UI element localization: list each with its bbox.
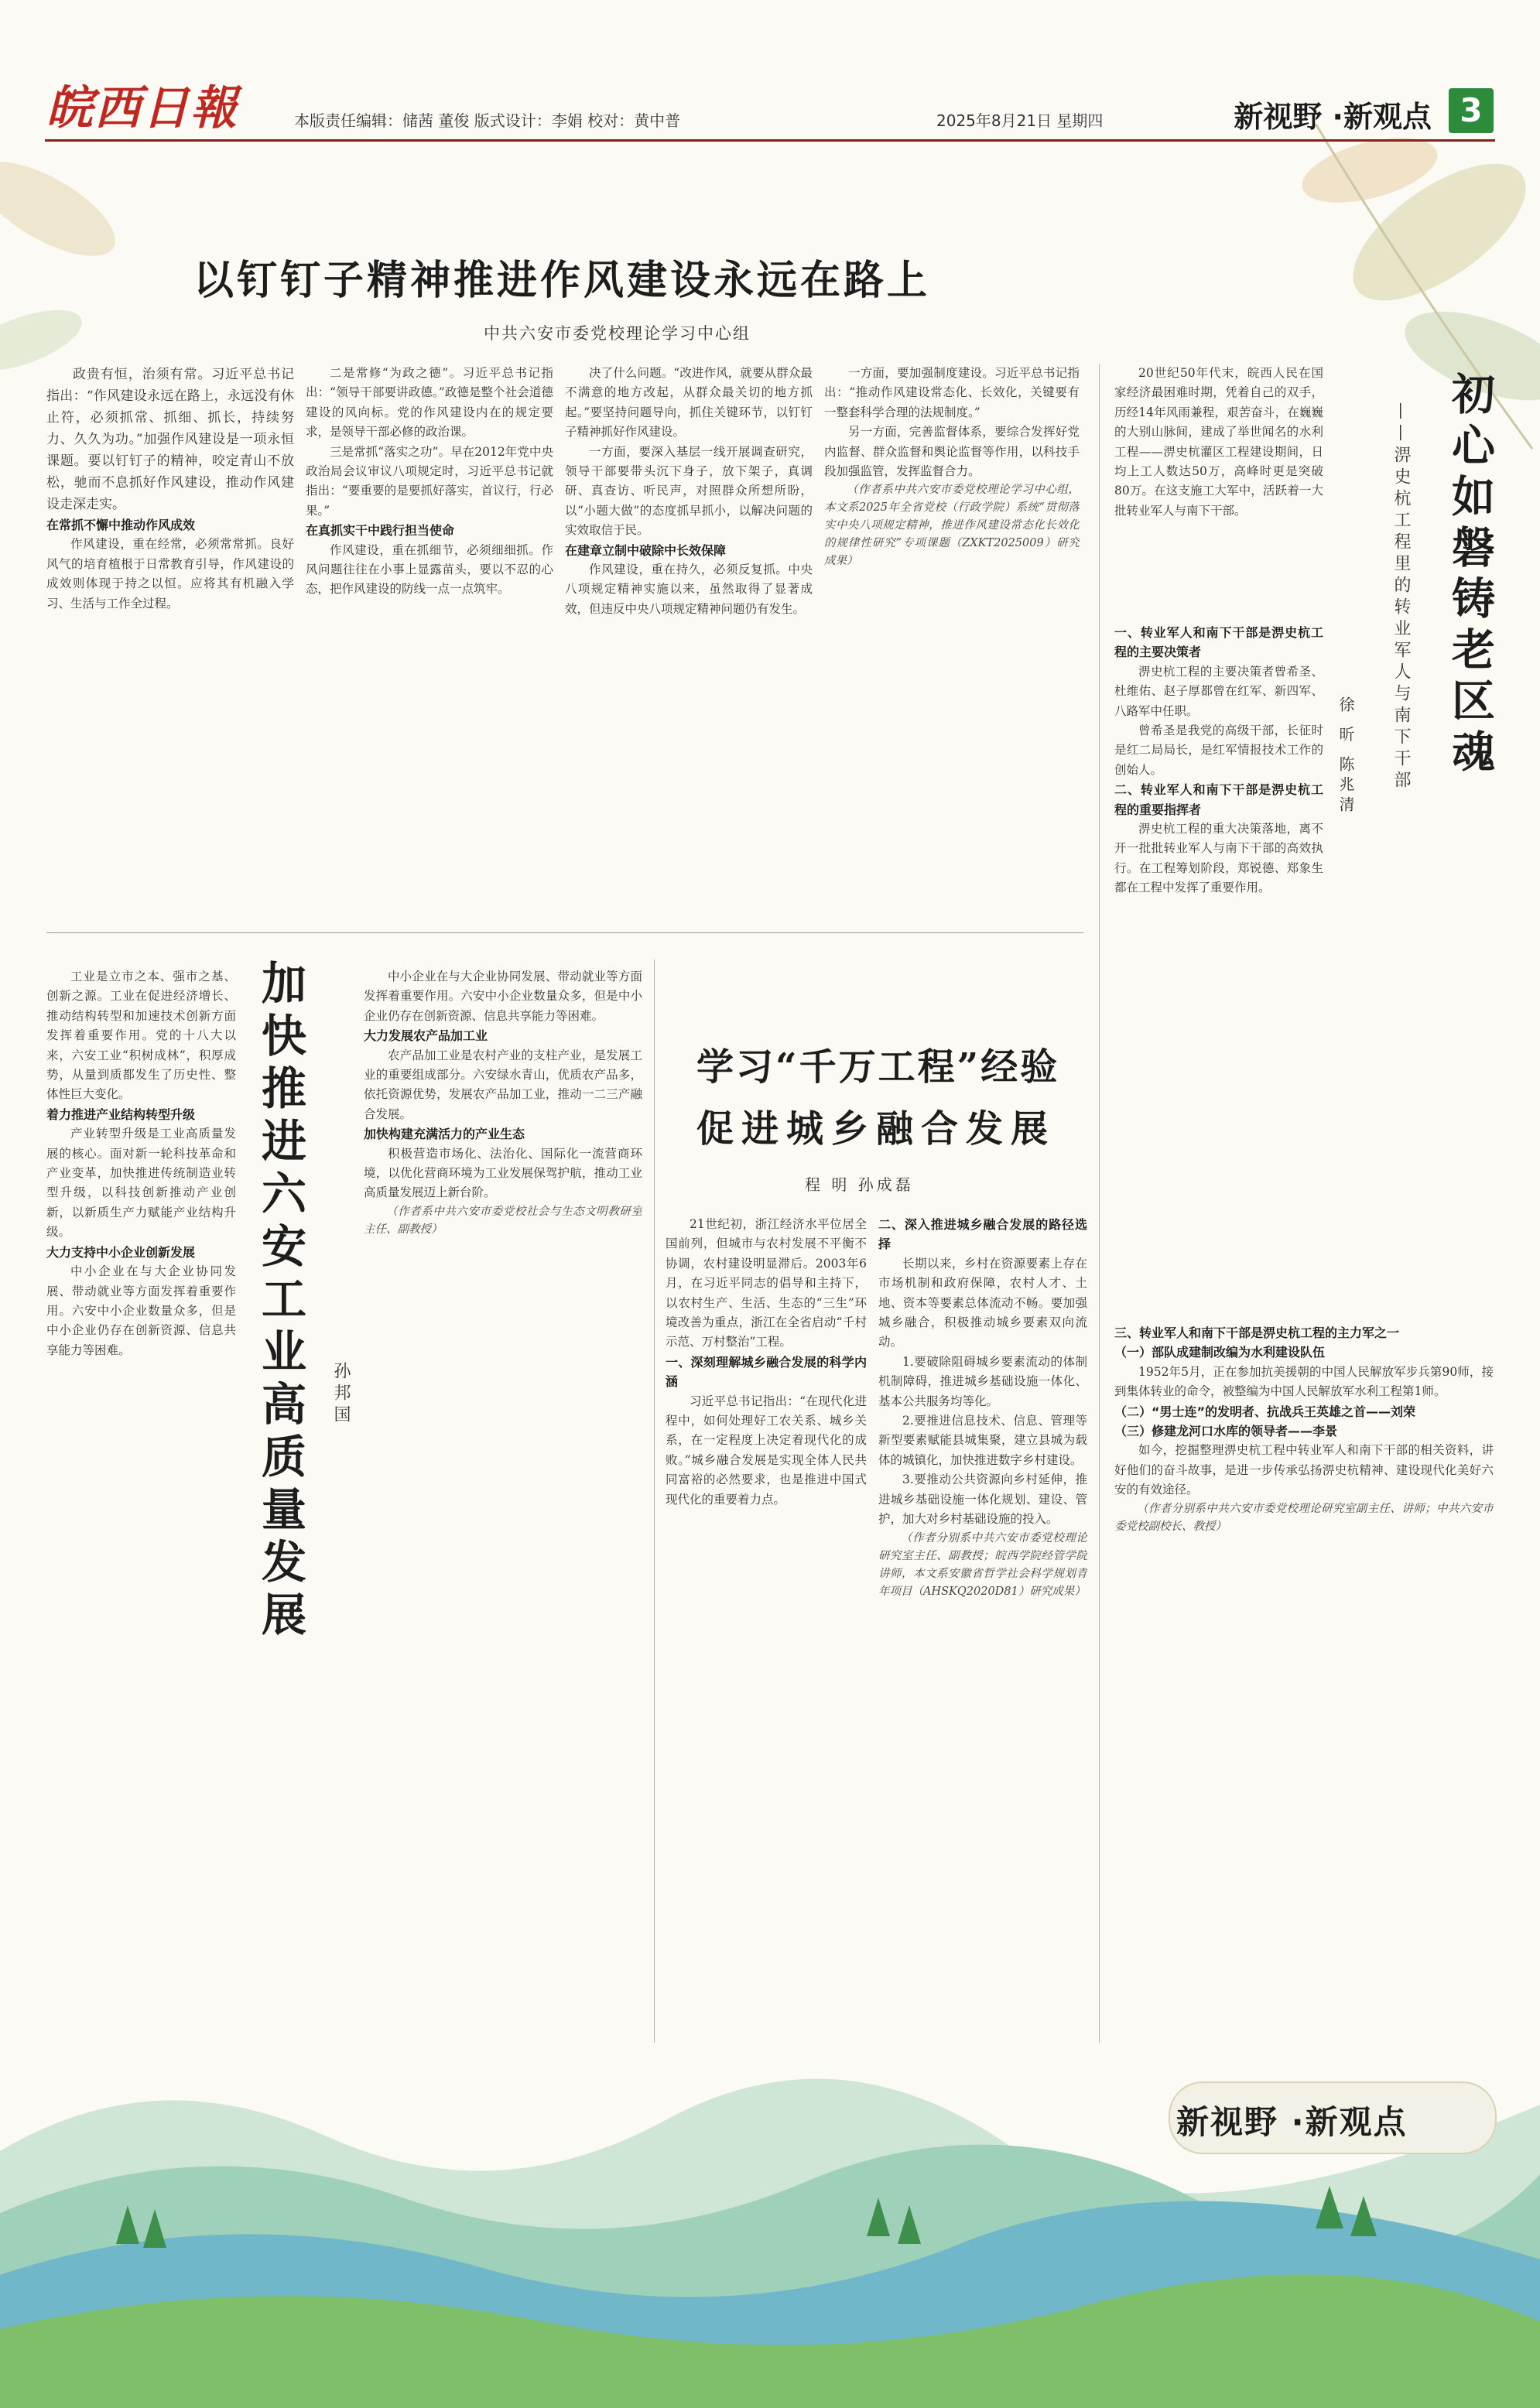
article4-col2 bbox=[1114, 1323, 1494, 2051]
article4-subhead: （二）“男士连”的发明者、抗战兵王英雄之首——刘荣 bbox=[1114, 1404, 1416, 1419]
article3-col2 bbox=[878, 1215, 1087, 2035]
article3-subhead: 一、深刻理解城乡融合发展的科学内涵 bbox=[666, 1354, 867, 1390]
article4-subhead: 三、转业军人和南下干部是淠史杭工程的主力军之一 bbox=[1114, 1325, 1400, 1340]
article2-paragraph: 产业转型升级是工业高质量发展的核心。面对新一轮科技革命和产业变革，加快推进传统制造业转型升级，以科技创新推动产业创新，以新质生产力赋能产业结构升级。 bbox=[46, 1127, 236, 1240]
article1-lead: 政贵有恒，治须有常。习近平总书记指出：“作风建设永远在路上，永远没有休止符，必须抓常、抓细、抓长，持续努力、久久为功。”加强作风建设是一项永恒课题。要以钉钉子的精神，咬定青山不放松，驰而不息抓好作风建设，推动作风建设走深走实。 bbox=[46, 367, 294, 512]
article4-paragraph: 如今，挖掘整理淠史杭工程中转业军人和南下干部的相关资料，讲好他们的奋斗故事，是进一步传承弘扬淠史杭精神、建设现代化美好六安的有效途径。 bbox=[1114, 1443, 1494, 1497]
article3-col1 bbox=[666, 1215, 867, 2035]
mountain-illustration bbox=[0, 2012, 1540, 2408]
article3-subhead: 二、深入推进城乡融合发展的路径选择 bbox=[878, 1217, 1087, 1252]
article4-subtitle: ——淠史杭工程里的转业军人与南下干部 bbox=[1391, 402, 1411, 792]
article1-paragraph: 作风建设，重在经常，必须常常抓。良好风气的培育植根于日常教育引导，作风建设的成效则体现于持之以恒。应将其有机融入学习、生活与工作全过程。 bbox=[46, 537, 294, 611]
article4-paragraph: 曾希圣是我党的高级干部，长征时是红二局局长，是红军情报技术工作的创始人。 bbox=[1114, 723, 1323, 777]
article4-author-note: （作者分别系中共六安市委党校理论研究室副主任、讲师；中共六安市委党校副校长、教授） bbox=[1114, 1502, 1494, 1533]
article2-subhead: 着力推进产业结构转型升级 bbox=[46, 1107, 196, 1122]
article4-paragraph: 20世纪50年代末，皖西人民在国家经济最困难时期，凭着自己的双手，历经14年风雨兼程，艰苦奋斗，在巍巍的大别山脉间，建成了举世闻名的水利工程——淠史杭灌区工程建设期间，日均上工人数达50万，高峰时更是突破80万。在这支施工大军中，活跃着一大批转业军人与南下干部。 bbox=[1114, 366, 1323, 518]
article2-paragraph: 农产品加工业是农村产业的支柱产业，是发展工业的重要组成部分。六安绿水青山，优质农产品多，依托资源优势，发展农产品加工业，推动一二三产融合发展。 bbox=[364, 1048, 642, 1121]
article2-paragraph: 积极营造市场化、法治化、国际化一流营商环境，以优化营商环境为工业发展保驾护航，推动工业高质量发展迈上新台阶。 bbox=[364, 1146, 642, 1200]
article4-byline: 徐 昕 陈兆清 bbox=[1336, 696, 1355, 816]
article4-subhead: （三）修建龙河口水库的领导者——李景 bbox=[1114, 1424, 1338, 1439]
article3-paragraph: 1.要破除阻碍城乡要素流动的体制机制障碍，推进城乡基础设施一体化、基本公共服务均等化。 bbox=[878, 1354, 1087, 1408]
article1-paragraph: 一方面，要加强制度建设。习近平总书记指出：“推动作风建设常态化、长效化，关键要有一整套科学合理的法规制度。” bbox=[824, 366, 1080, 419]
editor-credits: 本版责任编辑：储茜 董俊 版式设计：李娟 校对：黄中普 bbox=[294, 111, 681, 130]
article1-subhead: 在常抓不懈中推动作风成效 bbox=[46, 518, 196, 532]
article1-paragraph: 作风建设，重在抓细节，必须细细抓。作风问题往往在小事上显露苗头，要以不忍的心态，把作风建设的防线一点一点筑牢。 bbox=[306, 542, 553, 597]
article1-paragraph: 二是常修“为政之德”。习近平总书记指出：“领导干部要讲政德。”政德是整个社会道德建设的风向标。党的作风建设内在的规定要求，是领导干部必修的政治课。 bbox=[306, 366, 553, 440]
article4-intro bbox=[1114, 364, 1323, 611]
masthead-rule bbox=[45, 139, 1495, 142]
article2-paragraph: 工业是立市之本、强市之基、创新之源。工业在促进经济增长、推动结构转型和加速技术创新方面发挥着重要作用。党的十八大以来，六安工业“积树成林”，积厚成势，从量到质都发生了历史性、整体性巨大变化。 bbox=[46, 970, 236, 1102]
issue-date: 2025年8月21日 星期四 bbox=[936, 111, 1104, 130]
article4-title: 初心如磐铸老区魂 bbox=[1445, 371, 1496, 780]
article1-col2 bbox=[306, 364, 553, 921]
article4-subhead: 一、转业军人和南下干部是淠史杭工程的主要决策者 bbox=[1114, 625, 1323, 660]
article4-paragraph: 淠史杭工程的重大决策落地，离不开一批批转业军人与南下干部的高效执行。在工程筹划阶段，郑锐德、郑象生都在工程中发挥了重要作用。 bbox=[1114, 822, 1323, 895]
article4-paragraph: 淠史杭工程的主要决策者曾希圣、杜维佑、赵子厚都曾在红军、新四军、八路军中任职。 bbox=[1114, 664, 1323, 718]
article1-subhead: 在真抓实干中践行担当使命 bbox=[306, 523, 455, 539]
section-divider bbox=[46, 932, 1083, 933]
article2-paragraph: 中小企业在与大企业协同发展、带动就业等方面发挥着重要作用。六安中小企业数量众多，但是中小企业仍存在创新资源、信息共享能力等困难。 bbox=[46, 1264, 236, 1357]
page-number: 3 bbox=[1449, 88, 1494, 133]
article4-subhead: （一）部队成建制改编为水利建设队伍 bbox=[1114, 1345, 1326, 1360]
article1-byline: 中共六安市委党校理论学习中心组 bbox=[484, 324, 751, 343]
article2-subhead: 加快构建充满活力的产业生态 bbox=[364, 1127, 525, 1142]
article4-subhead: 二、转业军人和南下干部是淠史杭工程的重要指挥者 bbox=[1114, 782, 1323, 817]
article3-paragraph: 2.要推进信息技术、信息、管理等新型要素赋能县城集聚，建立县城为载体的城镇化，加快推进数字乡村建设。 bbox=[878, 1414, 1087, 1467]
article1-subhead: 在建章立制中破除中长效保障 bbox=[565, 542, 727, 558]
article2-subhead: 大力发展农产品加工业 bbox=[364, 1028, 488, 1044]
section-title: 新视野 ·新观点 bbox=[1234, 100, 1432, 134]
newspaper-logo: 皖西日報 bbox=[46, 81, 238, 135]
article2-col2 bbox=[364, 967, 642, 2035]
article1-paragraph: 决了什么问题。“改进作风，就要从群众最不满意的地方改起，从群众最关切的地方抓起。”要坚持问题导向，抓住关键环节，以钉钉子精神抓好作风建设。 bbox=[565, 366, 813, 440]
article1-paragraph: 一方面，要深入基层一线开展调查研究，领导干部要带头沉下身子，放下架子，真调研、真查访、听民声，对照群众所想所盼，以“小题大做”的态度抓早抓小，以解决问题的实效取信于民。 bbox=[565, 444, 813, 538]
article3-paragraph: 3.要推动公共资源向乡村延伸，推进城乡基础设施一体化规划、建设、管护，加大对乡村基础设施的投入。 bbox=[878, 1473, 1087, 1527]
column-divider bbox=[654, 959, 655, 2043]
article2-author-note: （作者系中共六安市委党校社会与生态文明教研室主任、副教授） bbox=[364, 1205, 642, 1236]
article3-author-note: （作者分别系中共六安市委党校理论研究室主任、副教授；皖西学院经管学院讲师，本文系安徽省哲学社会科学规划青年项目（AHSKQ2020D81）研究成果） bbox=[878, 1531, 1087, 1598]
article4-col1 bbox=[1114, 623, 1323, 1312]
article1-paragraph: 另一方面，完善监督体系，要综合发挥好党内监督、群众监督和舆论监督等作用，以科技手段加强监管，发挥监督合力。 bbox=[824, 425, 1080, 479]
article1-author-note: （作者系中共六安市委党校理论学习中心组，本文系2025年全省党校（行政学院）系统“贯彻落实中央八项规定精神，推进作风建设常态化长效化的规律性研究”专项课题（ZXKT2025009）研究成果） bbox=[824, 484, 1080, 568]
article4-paragraph: 1952年5月，正在参加抗美援朝的中国人民解放军步兵第90师，接到集体转业的命令，被整编为中国人民解放军水利工程第1师。 bbox=[1114, 1364, 1494, 1399]
article3-paragraph: 习近平总书记指出：“在现代化进程中，如何处理好工农关系、城乡关系，在一定程度上决定着现代化的成败。”城乡融合发展是实现全体人民共同富裕的必然要求，也是推进中国式现代化的重要着力点。 bbox=[666, 1394, 867, 1507]
article2-col1 bbox=[46, 967, 236, 2035]
article1-title: 以钉钉子精神推进作风建设永远在路上 bbox=[193, 257, 931, 304]
article2-paragraph: 中小企业在与大企业协同发展、带动就业等方面发挥着重要作用。六安中小企业数量众多，但是中小企业仍存在创新资源、信息共享能力等困难。 bbox=[364, 970, 642, 1023]
article1-col1 bbox=[46, 364, 294, 921]
article2-title: 加快推进六安工业高质量发展 bbox=[254, 959, 306, 1644]
article3-byline: 程 明 孙成磊 bbox=[805, 1175, 914, 1194]
article2-subhead: 大力支持中小企业创新发展 bbox=[46, 1244, 196, 1260]
article1-col3 bbox=[565, 364, 813, 921]
article3-paragraph: 长期以来，乡村在资源要素上存在市场机制和政府保障，农村人才、土地、资本等要素总体流动不畅。要加强城乡融合，积极推动城乡要素双向流动。 bbox=[878, 1256, 1087, 1349]
footer-banner-text: 新视野 ·新观点 bbox=[1176, 2103, 1408, 2141]
article1-col4 bbox=[824, 364, 1080, 921]
article1-paragraph: 三是常抓“落实之功”。早在2012年党中央政治局会议审议八项规定时，习近平总书记就指出：“要重要的是要抓好落实，首议行，行必果。” bbox=[306, 444, 553, 518]
article1-paragraph: 作风建设，重在持久，必须反复抓。中央八项规定精神实施以来，虽然取得了显著成效，但违反中央八项规定精神问题仍有发生。 bbox=[565, 563, 813, 616]
column-divider bbox=[1099, 364, 1100, 2043]
article3-title-line1: 学习“千万工程”经验 bbox=[696, 1045, 1060, 1089]
article3-title-line2: 促进城乡融合发展 bbox=[696, 1107, 1056, 1151]
article3-paragraph: 21世纪初，浙江经济水平位居全国前列，但城市与农村发展不平衡不协调，农村建设明显滞后。2003年6月，在习近平同志的倡导和主持下，以农村生产、生活、生态的“三生”环境改善为重点，浙江在全省启动“千村示范、万村整治”工程。 bbox=[666, 1217, 867, 1349]
article2-byline: 孙邦国 bbox=[331, 1362, 351, 1427]
